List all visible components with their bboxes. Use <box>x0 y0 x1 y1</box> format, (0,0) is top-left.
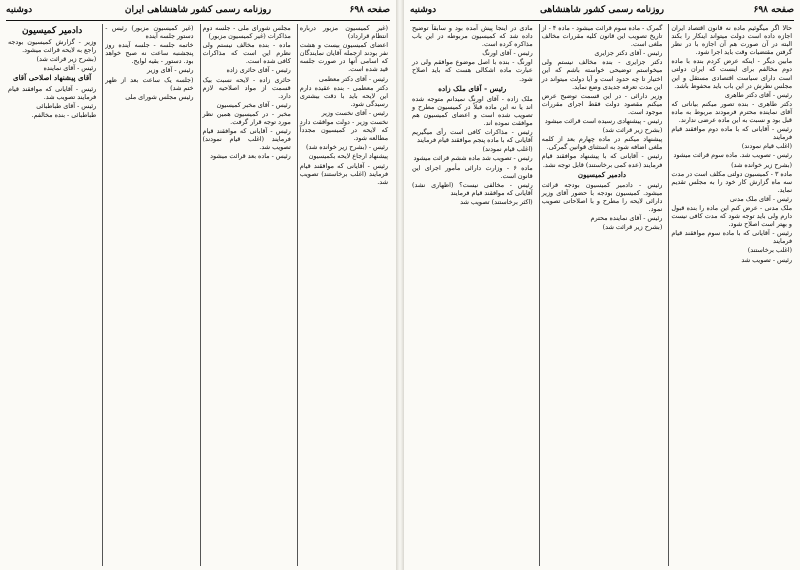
paragraph: رئیس - آقای دکتر طاهری <box>724 90 792 99</box>
paragraph: رئیس - تصویب شد ماده ششم قرائت میشود <box>413 154 533 163</box>
paragraph: رئیس - آقای حائری زاده <box>226 66 291 75</box>
paragraph: حائری زاده - لایحه نسبت بیک قسمت از مواد اصلاحیه لازم دارد. <box>202 75 291 100</box>
paragraph: مخبر - در کمیسیون همین نظر مورد توجه قرار گرفت. <box>202 109 291 127</box>
paragraph: ملک مدنی - عرض کنم این ماده را بنده قبول دارم ولی باید توجه شود که مدت کافی نیست و بهتر است اصلاح شود. <box>671 203 792 229</box>
paragraph: وزیر دارائی - در این قسمت توضیح عرض میکنم مقصود دولت فقط اجرای مقررات موجود است. <box>541 91 663 116</box>
paragraph: (جلسه یک ساعت بعد از ظهر ختم شد) <box>105 75 194 92</box>
left-page-column <box>200 24 293 566</box>
section-heading: دادمیر کمیسیون <box>21 26 83 36</box>
paragraph: رئیس - آقایانی که با ماده دوم موافقند قیام فرمایند <box>671 125 792 142</box>
paragraph: رئیس - آقایانی که موافقند قیام فرمایند (اغلب برخاستند) تصویب شد. <box>299 161 388 186</box>
paragraph: پیشنهاد ارجاع لایحه بکمیسیون <box>308 152 388 161</box>
left-page-header <box>6 4 390 21</box>
paragraph: رئیس - ماده بعد قرائت میشود <box>210 152 291 161</box>
paragraph: (اکثر برخاستند) تصویب شد <box>460 197 533 206</box>
page-gutter <box>396 0 404 570</box>
paragraph: خاتمه جلسه - جلسه آینده روز پنجشنبه ساعت نه صبح خواهد بود. دستور - بقیه لوایح. <box>105 41 194 66</box>
right-page-number: صفحه ۶۹۸ <box>753 5 794 15</box>
paragraph: (اغلب قیام نمودند) <box>482 145 533 154</box>
paragraph: رئیس - آقای نماینده محترم <box>590 214 663 223</box>
paragraph: رئیس - آقای نماینده <box>43 64 97 73</box>
section-heading: دادمیر کمیسیون <box>577 169 627 179</box>
paragraph: دکتر معظمی - بنده عقیده دارم این لایحه باید با دقت بیشتری رسیدگی شود. <box>299 83 388 108</box>
paragraph: رئیس - مذاکرات کافی است رأی میگیریم آقایانی که با ماده پنجم موافقند قیام فرمایند <box>411 128 533 145</box>
paragraph: حالا اگر میگوئیم ماده نه قانون اقتصاد ایران اجازه داده است دولت میتواند اینکار را بکند البته در آن صورت هم آن اجازه با در نظر گرفتن مقتضیات وقت باید اجرا شود. <box>671 24 792 57</box>
right-page-title: روزنامه رسمی کشور شاهنشاهی <box>540 5 664 15</box>
paragraph: رئیس - آقایانی که موافقند قیام فرمایند (اغلب قیام نمودند) تصویب شد. <box>202 127 291 152</box>
paragraph: نخست وزیر - دولت موافقت دارد که لایحه در کمیسیون مجدداً مطالعه شود. <box>299 118 388 143</box>
right-page-date: دوشنبه <box>410 5 437 15</box>
paragraph: رئیس - آقای مخبر کمیسیون <box>216 100 291 109</box>
right-page-header <box>410 4 794 21</box>
paragraph: اعضای کمیسیون بیست و هشت نفر بودند ازجمله آقایان نمایندگان که اسامی آنها در صورت جلسه قید شده است. <box>299 41 388 74</box>
paragraph: (اغلب قیام نمودند) <box>741 142 792 151</box>
paragraph: مادی در اینجا پیش آمده بود و سابقاً توضیح داده شد که کمیسیون مربوطه در این باب مذاکره کرده است. <box>411 24 533 49</box>
left-page-column <box>6 24 98 566</box>
paragraph: رئیس مجلس شورای ملی <box>125 92 194 101</box>
paragraph: ماده ۳ - کمیسیون دولتی مکلف است در مدت سه ماه گزارش کار خود را به مجلس تقدیم نماید. <box>671 169 792 194</box>
paragraph: رئیس - دادمیر کمیسیون بودجه قرائت میشود. کمیسیون بودجه با حضور آقای وزیر دارائی لایحه را مطرح و با اصلاحاتی تصویب نمود. <box>541 180 663 213</box>
right-page-column <box>539 24 665 566</box>
left-page-column <box>297 24 390 566</box>
paragraph: رئیس - تصویب شد. ماده سوم قرائت میشود <box>673 151 792 160</box>
paragraph: (بشرح زیر قرائت شد) <box>602 223 663 232</box>
paragraph: دکتر جزایری - بنده مخالف نیستم ولی میخواستم توضیحی خواسته باشم که این اختیار تا چه حدود است و آیا دولت میتواند در این مدت تعرفه جدیدی وضع نماید. <box>541 58 663 91</box>
paragraph: (بشرح زیر قرائت شد) <box>36 55 97 64</box>
paragraph: رئیس - آقای دکتر جزایری <box>594 49 663 58</box>
right-page <box>404 0 800 570</box>
paragraph: رئیس - آقای نخست وزیر <box>321 108 388 117</box>
paragraph: رئیس - آقای وزیر <box>147 66 194 75</box>
paragraph: رئیس - آقای اورنگ <box>482 49 533 58</box>
paragraph: گمرک - ماده سوم قرائت میشود - ماده ۴ - از تاریخ تصویب این قانون کلیه مقررات مخالف ملغی است. <box>541 24 663 49</box>
paragraph: پیشنهاد میکنم در ماده چهارم بعد از کلمه ملغی اضافه شود به استثنای قوانین گمرکی. <box>541 135 663 152</box>
paragraph: رئیس - پیشنهادی رسیده است قرائت میشود <box>544 117 663 126</box>
paragraph: (اغلب برخاستند) <box>747 246 792 255</box>
paragraph: رئیس - آقای طباطبائی <box>36 101 97 110</box>
paragraph: (غیر کمیسیون مزبور) رئیس - دستور جلسه آینده <box>105 24 194 41</box>
paragraph: ماده - بنده مخالف نیستم ولی نظرم این است که مذاکرات کافی شده است. <box>202 41 291 66</box>
left-page-column <box>102 24 195 566</box>
right-page-columns <box>410 24 794 566</box>
paragraph: ملک زاده - آقای اورنگ نمیدانم متوجه شده اند یا نه این ماده قبلاً در کمیسیون مطرح و تصویب شده است و اعضای کمیسیون هم موافقت نموده اند. <box>411 94 533 128</box>
paragraph: رئیس - تصویب شد <box>741 255 792 264</box>
paragraph: ماده ۶ - وزارت دارائی مأمور اجرای این قانون است. <box>411 163 533 180</box>
left-page <box>0 0 396 570</box>
paragraph: (غیر کمیسیون مزبور درباره انتظام قرارداد) <box>299 24 388 41</box>
left-page-columns <box>6 24 390 566</box>
paragraph: مجلس شورای ملی - جلسه دوم مذاکرات (غیر کمیسیون مزبور) <box>202 24 291 41</box>
paragraph: وزیر - گزارش کمیسیون بودجه راجع به لایحه قرائت میشود. <box>8 38 97 55</box>
paragraph: (بشرح زیر خوانده شد) <box>731 160 792 169</box>
section-heading: آقای پیشنهاد اصلاحی آقای <box>12 73 92 83</box>
paragraph: مابین دیگر - اینکه عرض کردم بنده با ماده دوم مخالفم برای اینست که ایران دولتی است دارای سیاست اقتصادی مستقل و این مجلس نظرش در این باب باید محفوظ باشد. <box>671 57 792 90</box>
section-heading: رئیس - آقای ملک زاده <box>438 83 507 93</box>
paragraph: رئیس - آقایانی که با ماده سوم موافقند قیام فرمایند <box>671 229 792 246</box>
right-page-column <box>668 24 794 566</box>
left-page-date: دوشنبه <box>6 5 33 15</box>
paragraph: طباطبائی - بنده مخالفم. <box>31 110 97 119</box>
left-page-number: صفحه ۶۹۸ <box>349 5 390 15</box>
paragraph: رئیس - آقایانی که با پیشنهاد موافقند قیام فرمایند (عده کمی برخاستند) قابل توجه نشد. <box>541 152 663 169</box>
paragraph: رئیس - (بشرح زیر خوانده شد) <box>306 143 388 152</box>
paragraph: رئیس - آقایانی که موافقند قیام فرمایند تصویب شد. <box>8 84 97 101</box>
right-page-column <box>410 24 535 566</box>
paragraph: دکتر طاهری - بنده تصور میکنم بیاناتی که آقای نماینده محترم فرمودند مربوط به ماده قبل بود و نسبت به این ماده عرضی ندارند. <box>671 99 792 125</box>
left-page-title: روزنامه رسمی کشور شاهنشاهی ایران <box>124 5 272 15</box>
paragraph: (بشرح زیر قرائت شد) <box>602 126 663 135</box>
paragraph: رئیس - آقای ملک مدنی <box>729 194 792 203</box>
paragraph: اورنگ - بنده با اصل موضوع موافقم ولی در عبارت ماده اشکالی هست که باید اصلاح شود. <box>411 58 533 83</box>
paragraph: رئیس - مخالفی نیست؟ (اظهاری نشد) آقایانی که موافقند قیام فرمایند <box>411 180 533 197</box>
paragraph: رئیس - آقای دکتر معظمی <box>318 74 388 83</box>
